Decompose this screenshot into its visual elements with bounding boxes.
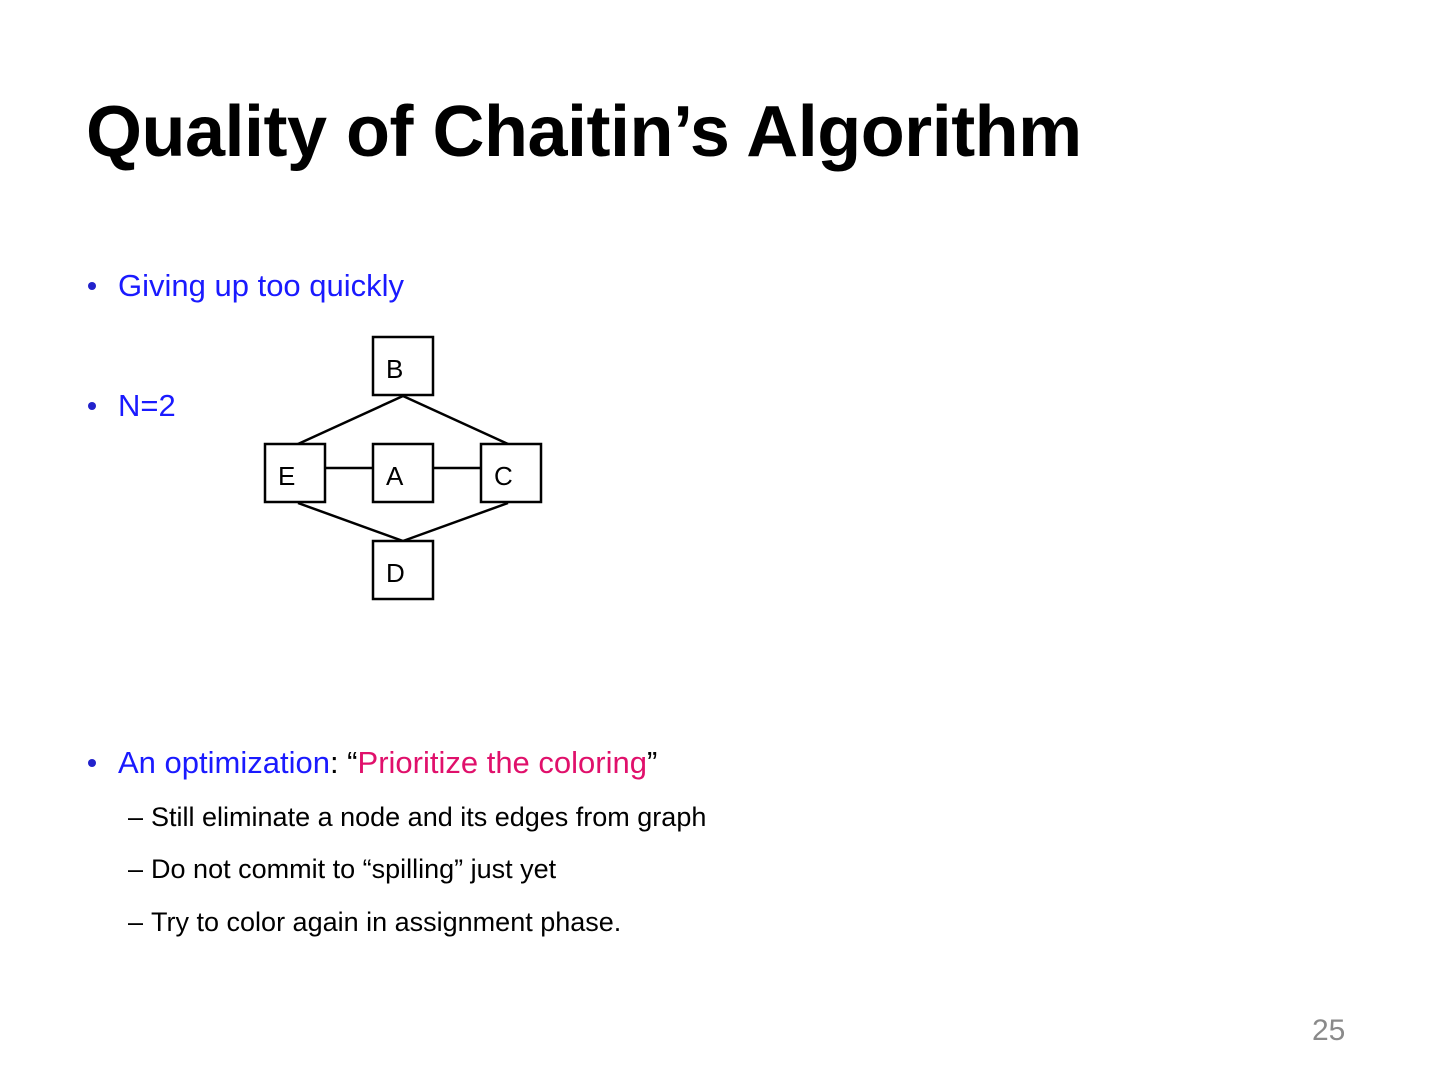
edge-b-e bbox=[298, 396, 403, 444]
sub-bullet-text: Try to color again in assignment phase. bbox=[151, 907, 622, 937]
sub-bullet-no-commit bbox=[128, 856, 556, 883]
optimization-label: An optimization bbox=[118, 745, 330, 780]
node-b-label: B bbox=[386, 354, 404, 384]
bullet-optimization bbox=[86, 747, 657, 778]
node-e-label: E bbox=[278, 461, 296, 491]
bullet-text: Giving up too quickly bbox=[118, 268, 405, 303]
bullet-text: N=2 bbox=[118, 388, 176, 423]
dash-marker: – bbox=[128, 854, 144, 884]
sub-bullet-eliminate bbox=[128, 804, 706, 831]
edge-b-c bbox=[403, 396, 508, 444]
edge-c-d bbox=[403, 503, 508, 541]
open-quote: : “ bbox=[329, 745, 358, 780]
node-a-label: A bbox=[386, 461, 404, 491]
edge-e-d bbox=[298, 503, 403, 541]
sub-bullet-text: Still eliminate a node and its edges from graph bbox=[151, 802, 707, 832]
node-c-label: C bbox=[494, 461, 513, 491]
page-number: 25 bbox=[1312, 1014, 1346, 1047]
dash-marker: – bbox=[128, 802, 144, 832]
prioritize-text: Prioritize the coloring bbox=[357, 745, 647, 780]
sub-bullet-try-again bbox=[128, 909, 621, 936]
dash-marker: – bbox=[128, 907, 144, 937]
sub-bullet-text: Do not commit to “spilling” just yet bbox=[151, 854, 557, 884]
bullet-dot bbox=[88, 759, 96, 767]
close-quote: ” bbox=[646, 745, 658, 780]
slide-title: Quality of Chaitin’s Algorithm bbox=[86, 92, 1082, 172]
node-d-label: D bbox=[386, 558, 405, 588]
